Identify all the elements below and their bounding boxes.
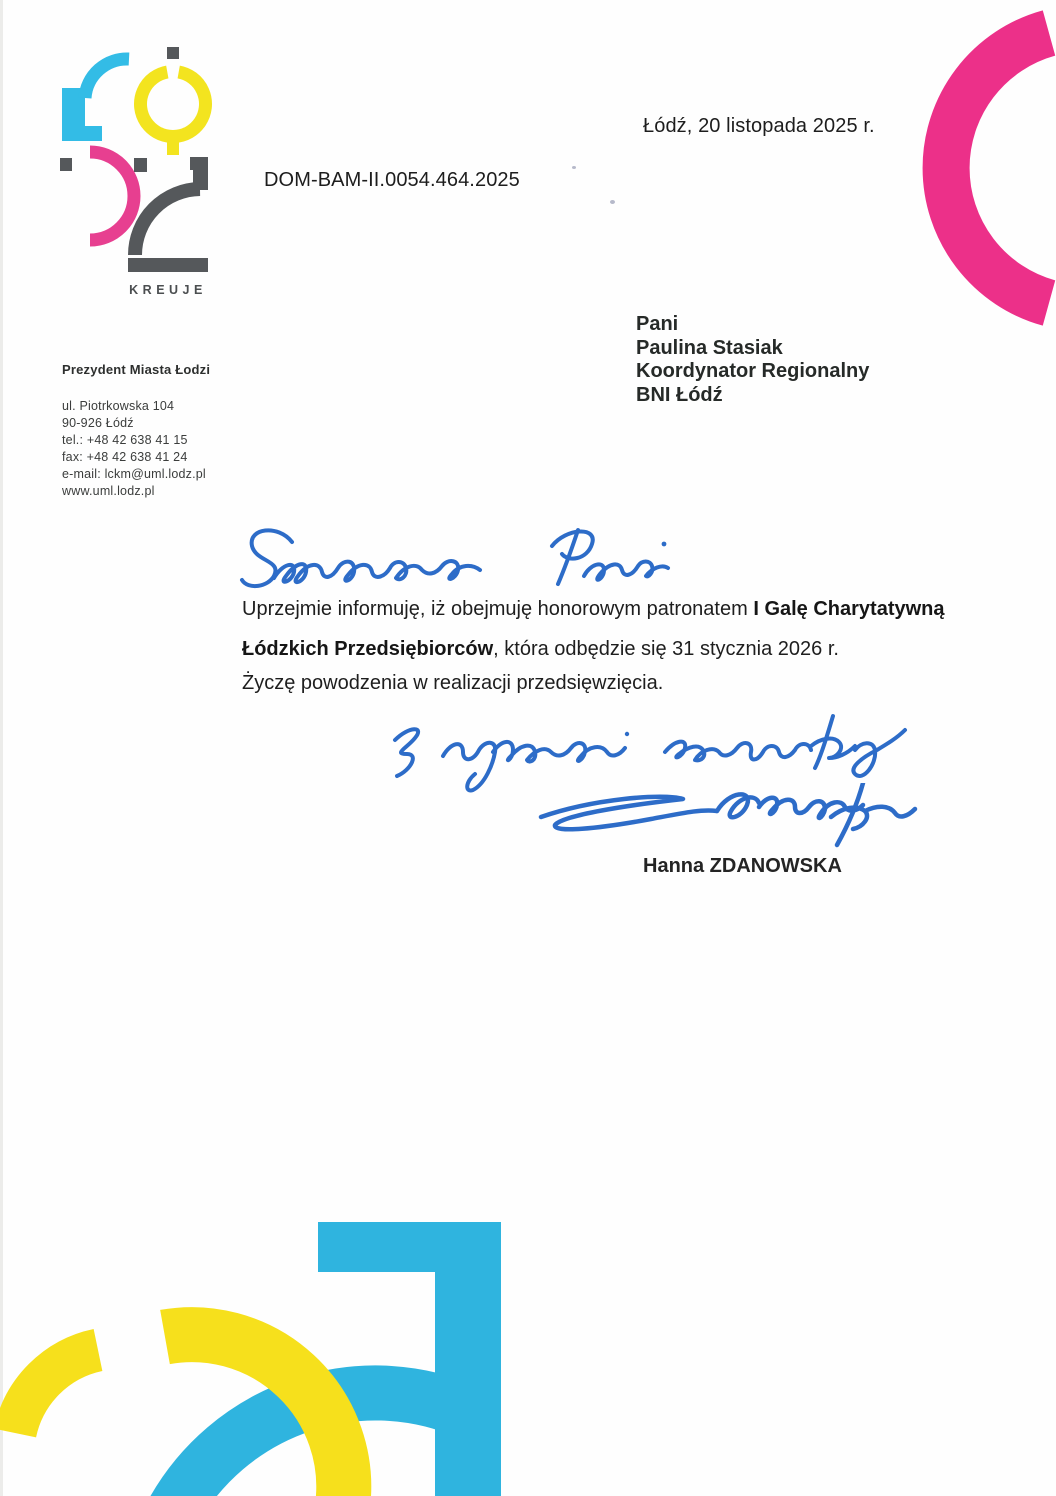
date-line: Łódź, 20 listopada 2025 r. bbox=[643, 115, 875, 137]
body-text: Uprzejmie informuję, iż obejmuję honorowym patronatem bbox=[242, 598, 754, 620]
scan-speck bbox=[610, 200, 615, 204]
body-text: Życzę powodzenia w realizacji przedsięwzięcia. bbox=[242, 672, 664, 694]
sender-block bbox=[62, 362, 210, 500]
kreuje-label: KREUJE bbox=[129, 283, 207, 297]
body-text-bold: Łódzkich Przedsiębiorców bbox=[242, 638, 494, 660]
sender-address-line: ul. Piotrkowska 104 bbox=[62, 399, 175, 413]
sender-address-line: tel.: +48 42 638 41 15 bbox=[62, 433, 188, 447]
recipient-block bbox=[636, 313, 869, 407]
lodz-kreuje-logo bbox=[55, 44, 215, 300]
signature-handwriting bbox=[533, 783, 918, 861]
pink-arc-decoration bbox=[900, 0, 1056, 345]
sender-address-line: e-mail: lckm@uml.lodz.pl bbox=[62, 467, 206, 481]
body-paragraph-line bbox=[242, 638, 839, 661]
logo-letter-L bbox=[62, 59, 129, 141]
sender-address-line: fax: +48 42 638 41 24 bbox=[62, 450, 188, 464]
sender-address bbox=[62, 398, 210, 500]
signatory-name: Hanna ZDANOWSKA bbox=[643, 855, 842, 877]
body-paragraph-line bbox=[242, 672, 663, 695]
reference-number: DOM-BAM-II.0054.464.2025 bbox=[264, 169, 520, 191]
recipient-line: Paulina Stasiak bbox=[636, 336, 783, 359]
body-paragraph-line bbox=[242, 598, 945, 621]
body-text: , która odbędzie się 31 stycznia 2026 r. bbox=[493, 638, 839, 660]
sender-address-line: 90-926 Łódź bbox=[62, 416, 134, 430]
bottom-logo-decoration bbox=[0, 1200, 520, 1496]
sender-title: Prezydent Miasta Łodzi bbox=[62, 362, 211, 377]
recipient-line: Pani bbox=[636, 313, 679, 335]
body-text-bold: I Galę Charytatywną bbox=[753, 598, 945, 620]
scan-speck bbox=[572, 166, 576, 169]
cyan-vertical-bar bbox=[435, 1222, 501, 1496]
recipient-line: BNI Łódź bbox=[636, 383, 723, 406]
yellow-corner-arc bbox=[15, 1350, 98, 1433]
sender-address-line: www.uml.lodz.pl bbox=[62, 484, 155, 498]
logo-letter-Z bbox=[128, 157, 208, 272]
logo-letter-O bbox=[141, 47, 206, 155]
recipient-line: Koordynator Regionalny bbox=[636, 360, 870, 382]
logo-letter-D bbox=[60, 152, 134, 240]
